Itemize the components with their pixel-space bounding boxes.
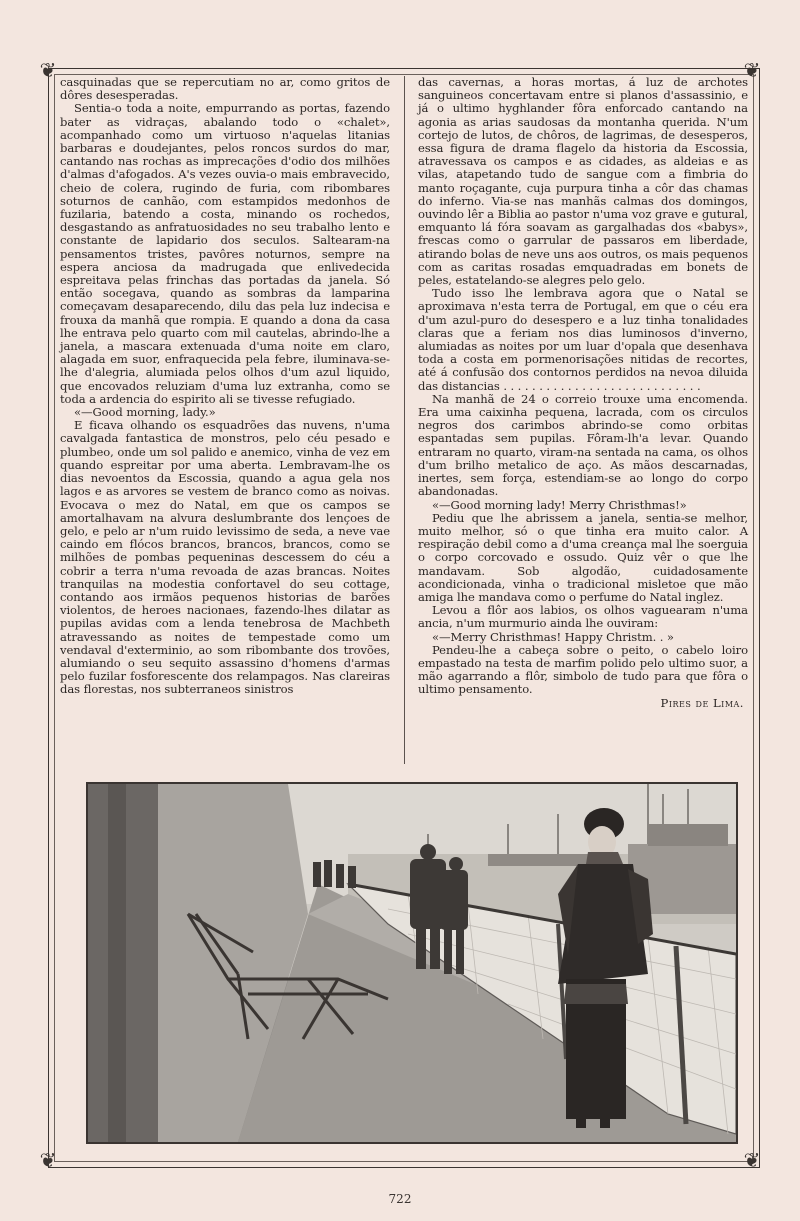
paragraph: «—Good morning lady! Merry Christhmas!»	[432, 497, 687, 512]
author-signature: Pires de Lima.	[660, 695, 744, 710]
paragraph: «—Good morning, lady.»	[74, 405, 216, 420]
text-column-left	[60, 76, 390, 697]
paragraph: Pendeu-lhe a cabeça sobre o peito, o cabelo loiro empastado na testa de marfim polido pelo ultimo suor, a mão agarrando a flôr, simbolo de tudo para que fôra o ultimo pensamento.	[418, 642, 748, 697]
column-divider	[404, 76, 405, 764]
ship-deck-illustration	[86, 782, 738, 1144]
paragraph: E ficava olhando os esquadrões das nuvens, n'uma cavalgada fantastica de monstros, pelo céu pesado e plumbeo, onde um sol palido e anemico, vinha de vez em quando espreitar por uma aberta. Lembravam-lhe os dias nevoentos da Escossia, quando a agua gela nos lagos e as arvores se vestem de branco como as noivas. Evocava o mez do Natal, em que os campos se amortalhavam na alvura deslumbrante dos lençoes de gelo, e pelo ar n'um ruido levissimo de seda, a neve vae caindo em flócos brancos, brancos, brancos, como se milhões de pombas pequeninas descessem do céu a cobrir a terra n'uma revoada de azas brancas. Noites tranquilas na modestia confortavel do seu cottage, contando aos irmãos pequenos historias de barões violentos, de heroes nacionaes, fazendo-lhes dilatar as pupilas avidas com a lenda tenebrosa de Machbeth atravessando as noites de tempestade como um vendaval d'exterminio, ao som ribombante dos trovões, alumiando o seu sequito assassino d'homens d'armas pelo fuzilar fosforescente dos relampagos. Nas clareiras das florestas, nos subterraneos sinistros	[60, 418, 390, 697]
paragraph: casquinadas que se repercutiam no ar, como gritos de dôres desesperadas.	[60, 75, 390, 103]
paragraph: das cavernas, a horas mortas, á luz de archotes sanguineos concertavam entre si planos d'assassinio, e já o ultimo hyghlander fôra enforcado cantando na agonia as arias saudosas da montanha querida. N'um cortejo de lutos, de chôros, de lagrimas, de desesperos, essa figura de drama flagelo da historia da Escossia, atravessava os campos e as cidades, as aldeias e as vilas, atapetando tudo de sangue com a fimbria do manto roçagante, cuja purpura tinha a côr das chamas do inferno. Via-se nas manhãs calmas dos domingos, ouvindo lêr a Biblia ao pastor n'uma voz grave e gutural, emquanto lá fóra soavam as gargalhadas dos «babys», frescas como o garrular de passaros em liberdade, atirando bolas de neve uns aos outros, os mais pequenos com as caritas rosadas emquadradas em bonets de peles, estatelando-se alegres pelo gelo.	[418, 75, 748, 288]
ornament-corner-top-right: ❦	[743, 58, 761, 82]
ornament-corner-top-left: ❦	[39, 58, 57, 82]
page-number: 722	[388, 1192, 412, 1206]
ornament-corner-bottom-right: ❦	[743, 1148, 761, 1172]
ornament-corner-bottom-left: ❦	[39, 1148, 57, 1172]
paragraph: Na manhã de 24 o correio trouxe uma encomenda. Era uma caixinha pequena, lacrada, com os circulos negros dos carimbos abrindo-se como orbitas espantadas sem pupilas. Fôram-lh'a levar. Quando entraram no quarto, viram-na sentada na cama, os olhos d'um brilho metalico de aço. As mãos descarnadas, inertes, sem força, estendiam-se ao longo do corpo abandonadas.	[418, 391, 748, 499]
paragraph: Pediu que lhe abrissem a janela, sentia-se melhor, muito melhor, só o que tinha era muito calor. A respiração debil como a d'uma creança mal lhe soerguia o corpo corcovado e ossudo. Quiz vêr o que lhe mandavam. Sob algodão, cuidadosamente acondicionada, vinha o tradicional misletoe que mão amiga lhe mandava como o perfume do Natal inglez.	[418, 510, 748, 604]
paragraph: «—Merry Christhmas! Happy Christm. . »	[432, 629, 674, 644]
paragraph: Sentia-o toda a noite, empurrando as portas, fazendo bater as vidraças, abalando todo o «chalet», acompanhado como um virtuoso n'aquelas litanias barbaras e doudejantes, pelos roncos surdos do mar, cantando nas rochas as imprecações d'odio dos milhões d'almas d'afogados. A's vezes ouvia-o mais embravecido, cheio de colera, rugindo de furia, com ribombares soturnos de canhão, com estampidos medonhos de fuzilaria, batendo a costa, minando os rochedos, desgastando as anfratuosidades no seu trabalho lento e constante de lapidario dos seculos. Saltearam-na pensamentos tristes, pavôres noturnos, sempre na espera anciosa da madrugada que enlivedecida espreitava pelas frinchas das portadas da janela. Só então socegava, quando as sombras da lamparina começavam desaparecendo, dilu das pela luz indecisa e frouxa da manhã que rompia. E quando a dona da casa lhe entrava pelo quarto com mil cautelas, abrindo-lhe a janela, a mascara extenuada d'uma noite em claro, alagada em suor, enfraquecida pela febre, iluminava-se-lhe d'alegria, alumiada pelos olhos d'um azul liquido, que encovados reluziam d'uma luz extranha, como se toda a ardencia do espirito ali se tivesse refugiado.	[60, 101, 390, 406]
text-column-right	[418, 76, 748, 710]
paragraph: Tudo isso lhe lembrava agora que o Natal se aproximava n'esta terra de Portugal, em que o céu era d'um azul-puro do desespero e a luz tinha tonalidades claras que a feriam nos dias luminosos d'inverno, alumiadas as noites por um luar d'opala que desenhava toda a costa em pormenorisações nitidas de recortes, até á confusão dos contornos perdidos na nevoa diluida das distancias . . . . . . . . . . . . . . . . . . . . . . . . . . . .	[418, 286, 748, 393]
paragraph: Levou a flôr aos labios, os olhos vaguearam n'uma ancia, n'um murmurio ainda lhe ouviram:	[418, 603, 748, 631]
